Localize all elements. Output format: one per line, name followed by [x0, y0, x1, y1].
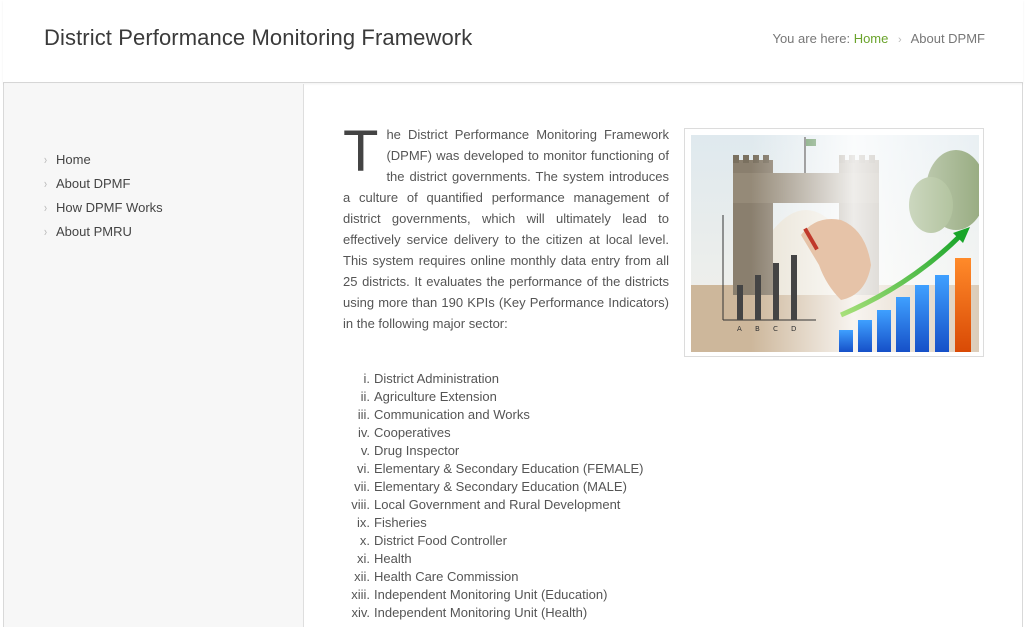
- chevron-right-icon: ›: [44, 200, 48, 215]
- page-header: [3, 0, 1023, 83]
- list-item-number: x.: [359, 533, 370, 548]
- list-item-label: Elementary & Secondary Education (MALE): [374, 479, 627, 494]
- sidebar-item-label: Home: [56, 152, 91, 167]
- list-item-number: ii.: [360, 389, 370, 404]
- list-item-label: Fisheries: [374, 515, 427, 530]
- list-item: [340, 460, 644, 478]
- list-item: [340, 586, 644, 604]
- sketch-label-c: C: [773, 325, 778, 333]
- list-item-number: xi.: [357, 551, 370, 566]
- list-item-label: Cooperatives: [374, 425, 451, 440]
- list-item-label: District Food Controller: [374, 533, 507, 548]
- dpmf-illustration-image: [684, 128, 984, 357]
- list-item-label: Elementary & Secondary Education (FEMALE): [374, 461, 644, 476]
- breadcrumb-home-link[interactable]: Home: [853, 31, 889, 46]
- sidebar-item-home[interactable]: [44, 151, 163, 175]
- breadcrumb-prefix: You are here:: [772, 31, 851, 46]
- list-item-number: xiii.: [351, 587, 370, 602]
- list-item-label: Independent Monitoring Unit (Education): [374, 587, 608, 602]
- list-item-label: District Administration: [374, 371, 499, 386]
- page-title: District Performance Monitoring Framework: [44, 25, 473, 50]
- list-item-number: xiv.: [351, 605, 370, 620]
- list-item: [340, 442, 644, 460]
- list-item-label: Health Care Commission: [374, 569, 519, 584]
- list-item: [340, 406, 644, 424]
- list-item-number: iv.: [357, 425, 370, 440]
- list-item-number: viii.: [351, 497, 370, 512]
- chevron-right-icon: ›: [44, 176, 48, 191]
- list-item: [340, 388, 644, 406]
- list-item: [340, 550, 644, 568]
- sidebar-item-label: About DPMF: [56, 176, 131, 191]
- list-item-label: Agriculture Extension: [374, 389, 497, 404]
- list-item-number: v.: [360, 443, 370, 458]
- gate-and-growth-chart-illustration: [691, 135, 979, 352]
- list-item: [340, 424, 644, 442]
- list-item-label: Drug Inspector: [374, 443, 460, 458]
- list-item-number: ix.: [357, 515, 370, 530]
- list-item: [340, 514, 644, 532]
- list-item: [340, 568, 644, 586]
- list-item: [340, 478, 644, 496]
- list-item-label: Communication and Works: [374, 407, 530, 422]
- list-item: [340, 532, 644, 550]
- list-item-number: vi.: [357, 461, 370, 476]
- breadcrumb: [772, 31, 985, 46]
- breadcrumb-current: About DPMF: [910, 31, 985, 46]
- list-item-number: vii.: [354, 479, 370, 494]
- sidebar-item-how-dpmf-works[interactable]: [44, 199, 163, 223]
- list-item: [340, 370, 644, 388]
- chevron-right-icon: ›: [44, 224, 48, 239]
- list-item: [340, 604, 644, 622]
- sidebar-item-label: How DPMF Works: [56, 200, 163, 215]
- dropcap-letter: T: [343, 119, 379, 184]
- sidebar-item-about-dpmf[interactable]: [44, 175, 163, 199]
- sector-list: [340, 370, 644, 622]
- sidebar: [4, 84, 304, 627]
- sidebar-item-about-pmru[interactable]: [44, 223, 163, 247]
- list-item-number: iii.: [357, 407, 370, 422]
- sidebar-item-label: About PMRU: [56, 224, 132, 239]
- sidebar-nav: [44, 151, 163, 247]
- intro-paragraph: [343, 119, 669, 334]
- breadcrumb-separator-icon: ›: [898, 34, 902, 46]
- list-item: [340, 496, 644, 514]
- sketch-label-a: A: [737, 325, 742, 333]
- sketch-label-d: D: [791, 325, 797, 333]
- list-item-number: i.: [363, 371, 370, 386]
- list-item-label: Local Government and Rural Development: [374, 497, 621, 512]
- main-content: [343, 119, 669, 334]
- list-item-number: xii.: [354, 569, 370, 584]
- list-item-label: Independent Monitoring Unit (Health): [374, 605, 588, 620]
- sketch-label-b: B: [755, 325, 760, 333]
- intro-text: he District Performance Monitoring Framework (DPMF) was developed to monitor functioning of the district governments. The system introduces a culture of quantified performance management of district governments, which will ultimately lead to effectively service delivery to the citizen at local level. This system requires online monthly data entry from all 25 districts. It evaluates the performance of the districts using more than 190 KPIs (Key Performance Indicators) in the following major sector:: [343, 127, 669, 331]
- chevron-right-icon: ›: [44, 152, 48, 167]
- list-item-label: Health: [374, 551, 412, 566]
